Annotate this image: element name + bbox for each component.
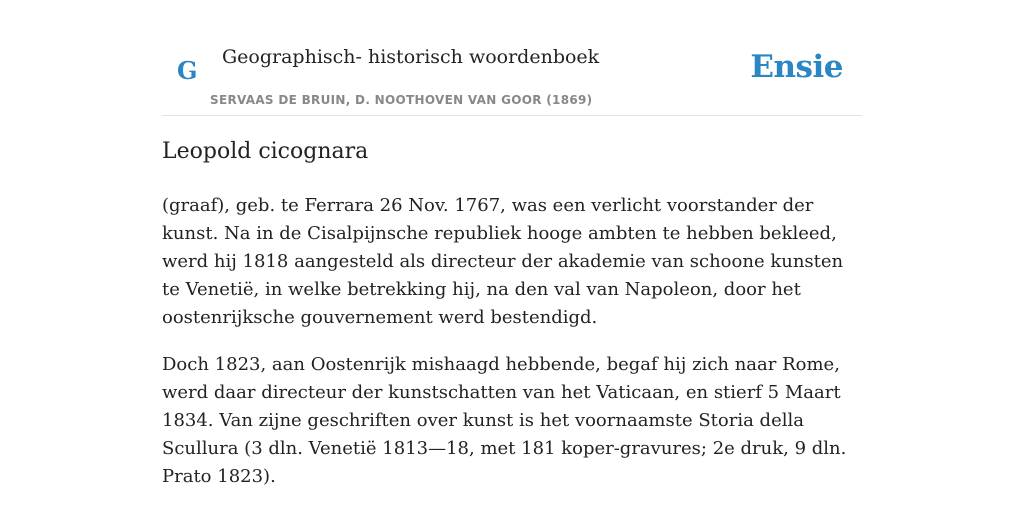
ensie-logo[interactable]: Ensie (750, 49, 843, 85)
book-author: SERVAAS DE BRUIN, D. NOOTHOVEN VAN GOOR (1869) (210, 93, 593, 107)
entry-body (162, 192, 862, 510)
book-title-link[interactable]: Geographisch- historisch woordenboek (222, 46, 600, 68)
entry-header (162, 40, 862, 116)
entry-paragraph: Doch 1823, aan Oostenrijk mishaagd hebbende, begaf hij zich naar Rome, werd daar directeur der kunstschatten van het Vaticaan, en stierf 5 Maart 1834. Van zijne geschriften over kunst is het voornaamste Storia della Scullura (3 dln. Venetië 1813—18, met 181 koper-gravures; 2e druk, 9 dln. Prato 1823). (162, 354, 847, 487)
entry-title: Leopold cicognara (162, 139, 369, 164)
book-letter-icon[interactable]: G (177, 56, 198, 85)
entry-paragraph: (graaf), geb. te Ferrara 26 Nov. 1767, was een verlicht voorstander der kunst. Na in de Cisalpijnsche republiek hooge ambten te hebben bekleed, werd hij 1818 aangesteld als directeur der akademie van schoone kunsten te Venetië, in welke betrekking hij, na den val van Napoleon, door het oostenrijksche gouvernement werd bestendigd. (162, 195, 844, 328)
